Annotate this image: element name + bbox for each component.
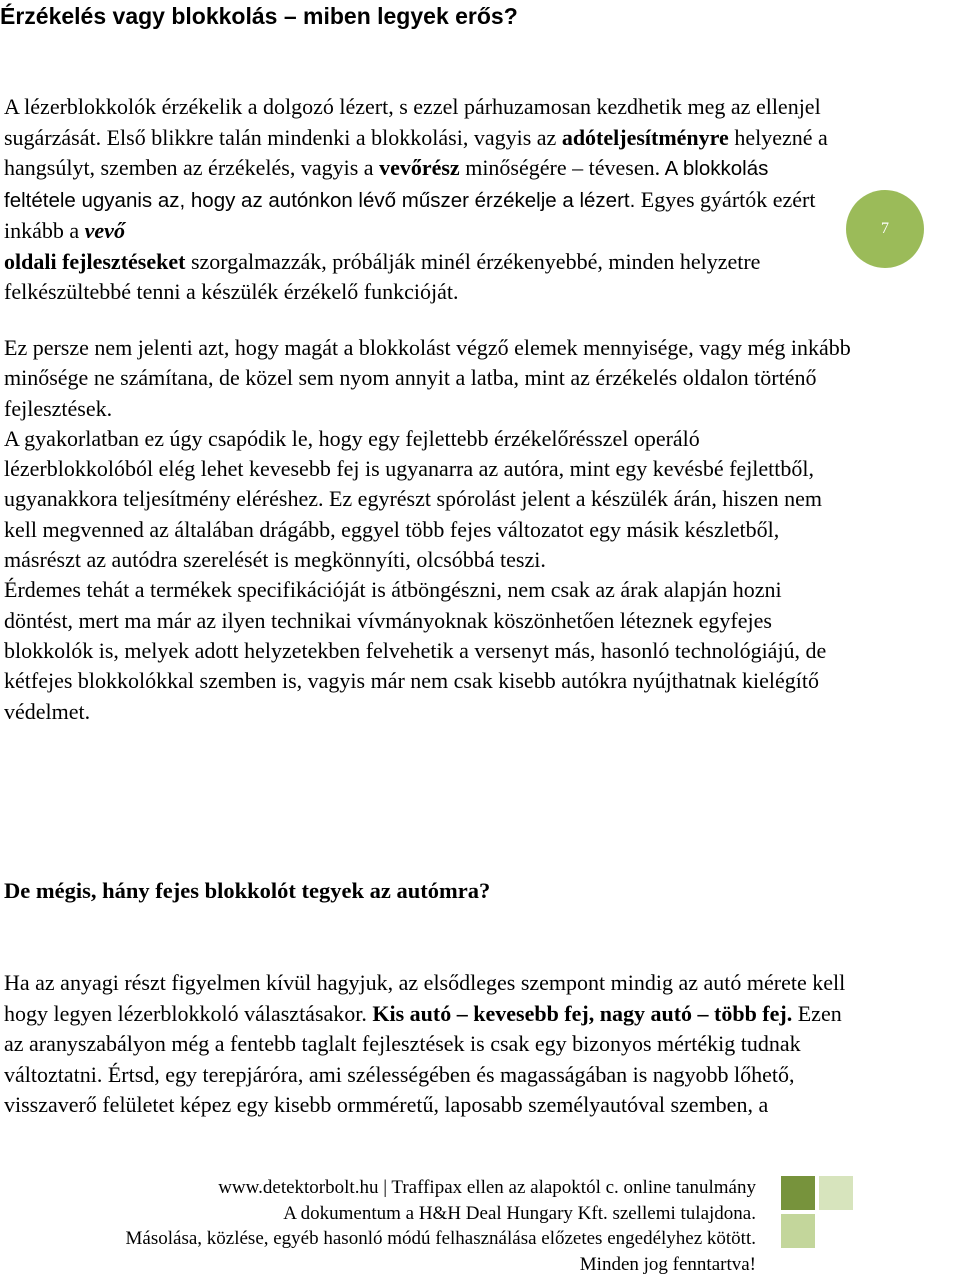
bold-rule: Kis autó – kevesebb fej, nagy autó – több fej.	[372, 1000, 793, 1026]
brand-logo-icon	[781, 1176, 857, 1252]
bold-term-vevoresz: vevőrész	[379, 155, 460, 180]
sans-sentence: A blokkolás feltétele ugyanis az, hogy az autónkon lévő műszer érzékelje a lézert.	[4, 157, 769, 212]
footer-line-3: Másolása, közlése, egyéb hasonló módú felhasználása előzetes engedélyhez kötött.	[125, 1228, 756, 1249]
text-run: helyezné a hangsúlyt, szemben az érzékelés, vagyis a	[4, 124, 828, 180]
body-section	[4, 333, 854, 727]
logo-square	[819, 1176, 853, 1210]
footer-line-1: www.detektorbolt.hu | Traffipax ellen az alapoktól c. online tanulmány	[218, 1177, 756, 1198]
text-run: A lézerblokkolók érzékelik a dolgozó lézert, s ezzel párhuzamosan kezdhetik meg az ellenjel sugárzását. Első blikkre talán mindenki a blokkolási, vagyis az	[4, 94, 821, 150]
bold-italic-term-vevo: vevő	[84, 218, 125, 243]
logo-square	[819, 1214, 853, 1248]
text-run: Ezen az aranyszabályon még a fentebb taglalt fejlesztések is csak egy bizonyos mértékig tudnak változtatni. Értsd, egy terepjáróra, ami szélességében és magasságában is nagyobb lőhető, visszaverő felületet képez egy kisebb ormméretű, laposabb személyautóval szemben, a	[4, 1000, 842, 1117]
body-paragraph-1: Ez persze nem jelenti azt, hogy magát a blokkolást végző elemek mennyisége, vagy még inkább minősége ne számítana, de közel sem nyom annyit a latba, mint az érzékelés oldalon történő fejlesztések.	[4, 335, 851, 421]
closing-paragraph	[4, 968, 854, 1121]
bold-term-fejlesztesek: oldali fejlesztéseket	[4, 248, 186, 274]
text-run: Egyes gyártók ezért inkább a	[4, 186, 816, 243]
text-run: szorgalmazzák, próbálják minél érzékenyebbé, minden helyzetre felkészültebbé tenni a készülék érzékelő funkcióját.	[4, 248, 761, 304]
body-paragraph-3: Érdemes tehát a termékek specifikációját is átböngészni, nem csak az árak alapján hozni döntést, mert ma már az ilyen technikai vívmányoknak köszönhetően léteznek egyfejes blokkolók is, melyek adott helyzetekben felvehetik a versenyt más, hasonló technológiájú, de kétfejes blokkolókkal szemben is, vagyis már nem csak kisebb autókra nyújthatnak kielégítő védelmet.	[4, 577, 827, 724]
section-heading: Érzékelés vagy blokkolás – miben legyek erős?	[0, 3, 518, 29]
body-paragraph-2: A gyakorlatban ez úgy csapódik le, hogy egy fejlettebb érzékelőrésszel operáló lézerblokkolóból elég lehet kevesebb fej is ugyanarra az autóra, mint egy kevésbé fejlettből, ugyanakkora teljesítmény eléréshez. Ez egyrészt spórolást jelent a készülék árán, hiszen nem kell megvenned az általában drágább, eggyel több fejes változatot egy másik készletből, másrészt az autódra szerelését is megkönnyíti, olcsóbbá teszi.	[4, 425, 822, 573]
logo-square	[781, 1176, 815, 1210]
text-run: Ha az anyagi részt figyelmen kívül hagyjuk, az elsődleges szempont mindig az autó mérete kell hogy legyen lézerblokkoló választásakor.	[4, 970, 846, 1026]
page-number-badge: 7	[846, 190, 924, 268]
text-run: minőségére – tévesen.	[459, 155, 661, 180]
subsection-heading: De mégis, hány fejes blokkolót tegyek az autómra?	[4, 878, 491, 903]
footer-line-2: A dokumentum a H&H Deal Hungary Kft. szellemi tulajdona.	[283, 1202, 756, 1224]
logo-square	[781, 1214, 815, 1248]
intro-paragraph	[4, 92, 834, 308]
footer-line-4: Minden jog fenntartva!	[579, 1253, 756, 1275]
bold-term-adoteljesitmeny: adóteljesítményre	[561, 124, 729, 150]
page-footer	[126, 1175, 756, 1277]
